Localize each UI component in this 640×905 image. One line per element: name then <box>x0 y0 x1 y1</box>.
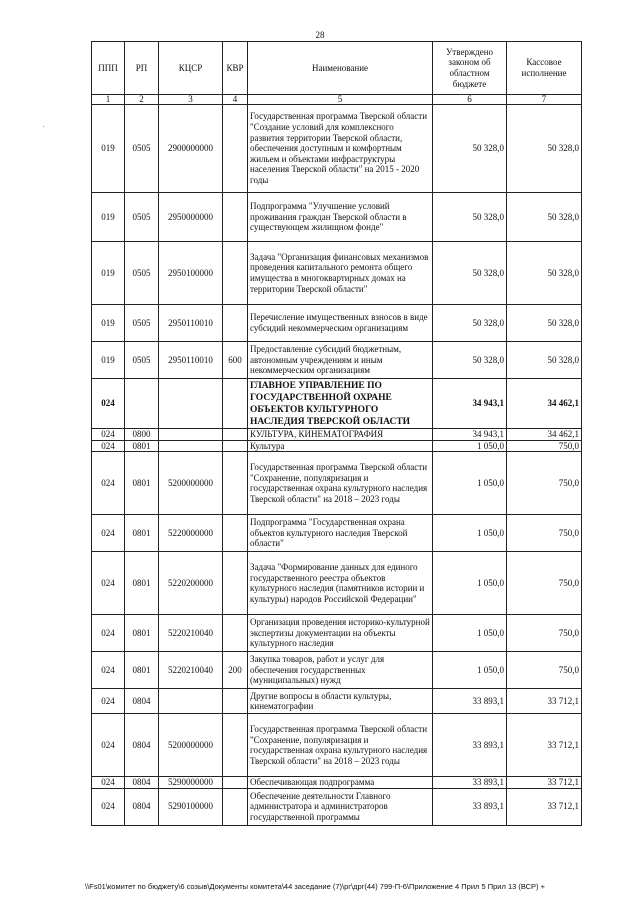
cell-kvr <box>223 788 248 825</box>
cell-ppp: 024 <box>92 552 125 615</box>
cell-ppp: 024 <box>92 379 125 429</box>
cell-approved: 33 893,1 <box>433 777 507 789</box>
cell-rp: 0505 <box>125 342 159 379</box>
cell-rp: 0804 <box>125 689 159 714</box>
cell-approved: 50 328,0 <box>433 193 507 242</box>
cell-name: Государственная программа Тверской области "Сохранение, популяризация и государственная охрана культурного наследия Тверской области" на 2018 – 2023 годы <box>248 714 433 777</box>
cell-kvr: 200 <box>223 652 248 689</box>
cell-name: Другие вопросы в области культуры, кинематографии <box>248 689 433 714</box>
file-path-footer: \\Fs01\комитет по бюджету\6 созыв\Документы комитета\44 заседание (7)\рг\дрг(44) 799-П-6\Приложение 4 Прил 5 Прил 13 (ВСР) + <box>85 882 546 891</box>
cell-approved: 50 328,0 <box>433 342 507 379</box>
cell-approved: 50 328,0 <box>433 305 507 342</box>
cell-rp: 0505 <box>125 242 159 305</box>
table-row <box>92 342 582 379</box>
col-number: 1 <box>92 95 125 105</box>
table-row <box>92 615 582 652</box>
cell-approved: 1 050,0 <box>433 452 507 515</box>
cell-kvr <box>223 193 248 242</box>
cell-rp <box>125 379 159 429</box>
cell-kcsr <box>159 429 223 441</box>
cell-rp: 0505 <box>125 193 159 242</box>
cell-rp: 0804 <box>125 714 159 777</box>
col-number: 4 <box>223 95 248 105</box>
cell-executed: 34 462,1 <box>507 379 582 429</box>
table-row <box>92 105 582 193</box>
cell-name: Организация проведения историко-культурной экспертизы документации на объекты культурного наследия <box>248 615 433 652</box>
cell-kvr <box>223 429 248 441</box>
cell-executed: 750,0 <box>507 615 582 652</box>
cell-kvr <box>223 515 248 552</box>
cell-executed: 33 712,1 <box>507 689 582 714</box>
cell-kvr: 600 <box>223 342 248 379</box>
cell-executed: 750,0 <box>507 452 582 515</box>
cell-executed: 750,0 <box>507 440 582 452</box>
table-row <box>92 440 582 452</box>
cell-rp: 0505 <box>125 105 159 193</box>
cell-name: Государственная программа Тверской области "Создание условий для комплексного развития территории Тверской области, обеспечения доступным и комфортным жильем и объектами инфраструктуры населения Тверской области" на 2015 - 2020 годы <box>248 105 433 193</box>
cell-kcsr: 5220210040 <box>159 615 223 652</box>
table-row <box>92 652 582 689</box>
cell-kcsr: 5220000000 <box>159 515 223 552</box>
budget-table <box>91 41 582 826</box>
cell-kcsr: 5200000000 <box>159 714 223 777</box>
col-header-rp: РП <box>125 42 159 95</box>
cell-executed: 750,0 <box>507 552 582 615</box>
cell-kvr <box>223 105 248 193</box>
cell-kvr <box>223 440 248 452</box>
col-number: 5 <box>248 95 433 105</box>
cell-executed: 33 712,1 <box>507 788 582 825</box>
cell-name: ГЛАВНОЕ УПРАВЛЕНИЕ ПО ГОСУДАРСТВЕННОЙ ОХРАНЕ ОБЪЕКТОВ КУЛЬТУРНОГО НАСЛЕДИЯ ТВЕРСКОЙ ОБЛАСТИ <box>248 379 433 429</box>
cell-ppp: 024 <box>92 714 125 777</box>
page-number: 28 <box>315 30 325 40</box>
cell-approved: 1 050,0 <box>433 615 507 652</box>
cell-kcsr: 2900000000 <box>159 105 223 193</box>
cell-kvr <box>223 714 248 777</box>
table-row <box>92 689 582 714</box>
cell-executed: 33 712,1 <box>507 777 582 789</box>
cell-name: Подпрограмма "Улучшение условий проживания граждан Тверской области в существующем жилищном фонде" <box>248 193 433 242</box>
cell-rp: 0801 <box>125 452 159 515</box>
table-row <box>92 552 582 615</box>
cell-rp: 0801 <box>125 652 159 689</box>
cell-kvr <box>223 452 248 515</box>
cell-approved: 1 050,0 <box>433 552 507 615</box>
cell-kcsr <box>159 689 223 714</box>
col-header-kvr: КВР <box>223 42 248 95</box>
cell-executed: 50 328,0 <box>507 305 582 342</box>
cell-kcsr: 5290100000 <box>159 788 223 825</box>
cell-name: Задача "Формирование данных для единого государственного реестра объектов культурного наследия (памятников истории и культуры) народов Российской Федерации" <box>248 552 433 615</box>
cell-approved: 34 943,1 <box>433 379 507 429</box>
cell-ppp: 019 <box>92 242 125 305</box>
table-row <box>92 788 582 825</box>
cell-rp: 0801 <box>125 615 159 652</box>
cell-executed: 50 328,0 <box>507 242 582 305</box>
cell-kvr <box>223 305 248 342</box>
table-row <box>92 429 582 441</box>
cell-name: Перечисление имущественных взносов в виде субсидий некоммерческим организациям <box>248 305 433 342</box>
cell-name: Обеспечивающая подпрограмма <box>248 777 433 789</box>
col-header-approved: Утверждено законом об областном бюджете <box>433 42 507 95</box>
cell-rp: 0801 <box>125 552 159 615</box>
cell-ppp: 019 <box>92 193 125 242</box>
cell-ppp: 019 <box>92 305 125 342</box>
table-row <box>92 193 582 242</box>
scan-dot <box>43 126 44 127</box>
cell-rp: 0801 <box>125 440 159 452</box>
cell-kcsr: 5220200000 <box>159 552 223 615</box>
column-number-row <box>92 95 582 105</box>
table-row <box>92 305 582 342</box>
cell-rp: 0505 <box>125 305 159 342</box>
cell-kvr <box>223 379 248 429</box>
cell-executed: 50 328,0 <box>507 193 582 242</box>
cell-name: Закупка товаров, работ и услуг для обеспечения государственных (муниципальных) нужд <box>248 652 433 689</box>
cell-ppp: 024 <box>92 689 125 714</box>
cell-kvr <box>223 689 248 714</box>
cell-approved: 50 328,0 <box>433 105 507 193</box>
cell-name: Подпрограмма "Государственная охрана объектов культурного наследия Тверской области" <box>248 515 433 552</box>
cell-name: Задача "Организация финансовых механизмов проведения капитального ремонта общего имущества в многоквартирных домах на территории Тверской области" <box>248 242 433 305</box>
cell-approved: 50 328,0 <box>433 242 507 305</box>
cell-kvr <box>223 615 248 652</box>
cell-rp: 0800 <box>125 429 159 441</box>
cell-kcsr: 2950000000 <box>159 193 223 242</box>
cell-kcsr: 2950110010 <box>159 342 223 379</box>
table-row <box>92 714 582 777</box>
cell-executed: 50 328,0 <box>507 342 582 379</box>
cell-kvr <box>223 552 248 615</box>
cell-executed: 34 462,1 <box>507 429 582 441</box>
cell-rp: 0804 <box>125 788 159 825</box>
cell-kcsr: 2950100000 <box>159 242 223 305</box>
col-number: 6 <box>433 95 507 105</box>
cell-name: Предоставление субсидий бюджетным, автономным учреждениям и иным некоммерческим организациям <box>248 342 433 379</box>
cell-approved: 33 893,1 <box>433 689 507 714</box>
cell-name: Государственная программа Тверской области "Сохранение, популяризация и государственная охрана культурного наследия Тверской области" на 2018 – 2023 годы <box>248 452 433 515</box>
col-number: 2 <box>125 95 159 105</box>
cell-kcsr <box>159 440 223 452</box>
cell-kcsr: 5220210040 <box>159 652 223 689</box>
col-header-executed: Кассовое исполнение <box>507 42 582 95</box>
cell-ppp: 024 <box>92 429 125 441</box>
col-header-kcsr: КЦСР <box>159 42 223 95</box>
cell-name: Культура <box>248 440 433 452</box>
cell-kcsr: 5290000000 <box>159 777 223 789</box>
cell-ppp: 024 <box>92 440 125 452</box>
cell-kvr <box>223 777 248 789</box>
col-header-ppp: ППП <box>92 42 125 95</box>
cell-kcsr <box>159 379 223 429</box>
table-row <box>92 777 582 789</box>
cell-ppp: 019 <box>92 105 125 193</box>
cell-executed: 50 328,0 <box>507 105 582 193</box>
cell-approved: 1 050,0 <box>433 515 507 552</box>
cell-ppp: 019 <box>92 342 125 379</box>
cell-rp: 0804 <box>125 777 159 789</box>
cell-ppp: 024 <box>92 615 125 652</box>
cell-approved: 1 050,0 <box>433 440 507 452</box>
table-row <box>92 242 582 305</box>
col-header-name: Наименование <box>248 42 433 95</box>
table-row <box>92 515 582 552</box>
cell-executed: 33 712,1 <box>507 714 582 777</box>
cell-kcsr: 5200000000 <box>159 452 223 515</box>
cell-approved: 1 050,0 <box>433 652 507 689</box>
header-row <box>92 42 582 95</box>
col-number: 7 <box>507 95 582 105</box>
table-row <box>92 379 582 429</box>
cell-ppp: 024 <box>92 788 125 825</box>
cell-kcsr: 2950110010 <box>159 305 223 342</box>
cell-ppp: 024 <box>92 452 125 515</box>
cell-executed: 750,0 <box>507 515 582 552</box>
cell-approved: 33 893,1 <box>433 788 507 825</box>
cell-approved: 33 893,1 <box>433 714 507 777</box>
cell-approved: 34 943,1 <box>433 429 507 441</box>
cell-ppp: 024 <box>92 777 125 789</box>
cell-name: КУЛЬТУРА, КИНЕМАТОГРАФИЯ <box>248 429 433 441</box>
cell-kvr <box>223 242 248 305</box>
cell-ppp: 024 <box>92 515 125 552</box>
table-row <box>92 452 582 515</box>
cell-name: Обеспечение деятельности Главного администратора и администраторов государственной программы <box>248 788 433 825</box>
col-number: 3 <box>159 95 223 105</box>
cell-ppp: 024 <box>92 652 125 689</box>
cell-rp: 0801 <box>125 515 159 552</box>
cell-executed: 750,0 <box>507 652 582 689</box>
